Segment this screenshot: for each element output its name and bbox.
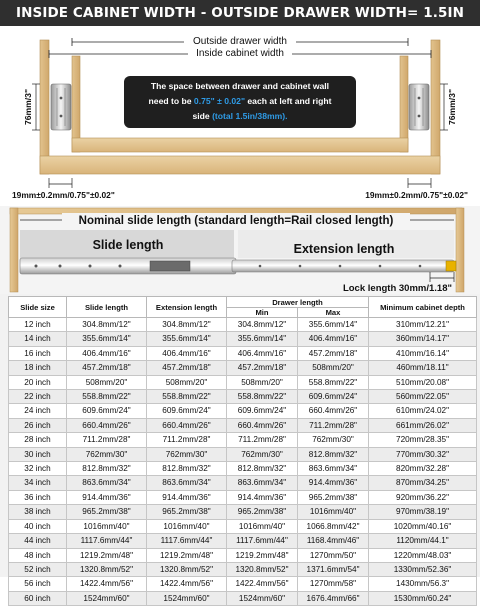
cell-extension-length: 660.4mm/26" (147, 418, 227, 432)
note-line-3: side (total 1.5in/38mm). (192, 111, 288, 121)
cell-drawer-length-min: 812.8mm/32" (227, 462, 298, 476)
slide-length-diagram (0, 206, 480, 294)
cell-slide-length: 863.6mm/34" (67, 476, 147, 490)
drawer-side-right (400, 56, 408, 152)
cell-slide-size: 14 inch (9, 332, 67, 346)
cabinet-panel-right (456, 208, 464, 292)
table-row (9, 462, 477, 476)
cell-slide-length: 762mm/30" (67, 447, 147, 461)
cell-extension-length: 1422.4mm/56" (147, 577, 227, 591)
cell-drawer-length-min: 406.4mm/16" (227, 346, 298, 360)
header-min: Min (227, 308, 298, 318)
cell-drawer-length-max: 965.2mm/38" (298, 490, 369, 504)
cell-drawer-length-min: 609.6mm/24" (227, 404, 298, 418)
cell-slide-length: 304.8mm/12" (67, 318, 147, 332)
cell-drawer-length-min: 355.6mm/14" (227, 332, 298, 346)
cell-drawer-length-min: 1524mm/60" (227, 591, 298, 605)
header-min-cabinet-depth: Minimum cabinet depth (369, 297, 477, 318)
cell-slide-size: 12 inch (9, 318, 67, 332)
table-row (9, 361, 477, 375)
cell-slide-size: 60 inch (9, 591, 67, 605)
table-row (9, 591, 477, 605)
note-line-2: need to be 0.75" ± 0.02" each at left and right (148, 96, 332, 106)
cell-drawer-length-min: 558.8mm/22" (227, 390, 298, 404)
gap-dimension-right (408, 178, 431, 188)
cell-drawer-length-min: 863.6mm/34" (227, 476, 298, 490)
slide-rail-closed (20, 258, 236, 274)
cabinet-diagram (0, 26, 480, 206)
cell-slide-size: 34 inch (9, 476, 67, 490)
cell-slide-length: 508mm/20" (67, 375, 147, 389)
inside-cabinet-width-label: Inside cabinet width (196, 48, 284, 59)
cell-min-cabinet-depth: 1430mm/56.3" (369, 577, 477, 591)
table-row (9, 519, 477, 533)
cell-slide-size: 26 inch (9, 418, 67, 432)
table-row (9, 476, 477, 490)
gap-dimension-left (49, 178, 72, 188)
cell-drawer-length-max: 1371.6mm/54" (298, 562, 369, 576)
cell-extension-length: 1320.8mm/52" (147, 562, 227, 576)
lock-length-label: Lock length 30mm/1.18" (342, 283, 452, 294)
table-row (9, 318, 477, 332)
header-max: Max (298, 308, 369, 318)
header-extension-length: Extension length (147, 297, 227, 318)
cell-drawer-length-min: 1320.8mm/52" (227, 562, 298, 576)
table-row (9, 490, 477, 504)
gap-label-right: 19mm±0.2mm/0.75"±0.02" (365, 190, 468, 200)
slide-length-label: Slide length (92, 238, 164, 252)
cell-slide-length: 558.8mm/22" (67, 390, 147, 404)
cell-drawer-length-max: 1270mm/50" (298, 548, 369, 562)
table-row (9, 548, 477, 562)
cell-drawer-length-max: 508mm/20" (298, 361, 369, 375)
header-slide-size: Slide size (9, 297, 67, 318)
cabinet-diagram-svg (0, 26, 480, 206)
nominal-length-label: Nominal slide length (standard length=Rail closed length) (78, 215, 394, 227)
height-label-left: 76mm/3" (23, 88, 33, 126)
cell-drawer-length-max: 1168.4mm/46" (298, 534, 369, 548)
cabinet-wall-left (40, 40, 49, 174)
cell-slide-length: 660.4mm/26" (67, 418, 147, 432)
cell-slide-size: 44 inch (9, 534, 67, 548)
table-row (9, 390, 477, 404)
cell-min-cabinet-depth: 1020mm/40.16" (369, 519, 477, 533)
cell-slide-length: 406.4mm/16" (67, 346, 147, 360)
cell-drawer-length-max: 1066.8mm/42" (298, 519, 369, 533)
cell-drawer-length-min: 508mm/20" (227, 375, 298, 389)
cell-drawer-length-min: 304.8mm/12" (227, 318, 298, 332)
spec-table-wrapper (0, 294, 480, 603)
cell-drawer-length-max: 812.8mm/32" (298, 447, 369, 461)
cell-min-cabinet-depth: 1120mm/44.1" (369, 534, 477, 548)
cell-slide-length: 1524mm/60" (67, 591, 147, 605)
extension-length-label: Extension length (293, 242, 395, 256)
cell-slide-size: 38 inch (9, 505, 67, 519)
cell-min-cabinet-depth: 360mm/14.17" (369, 332, 477, 346)
cell-slide-length: 914.4mm/36" (67, 490, 147, 504)
cell-extension-length: 762mm/30" (147, 447, 227, 461)
header-slide-length: Slide length (67, 297, 147, 318)
cell-min-cabinet-depth: 610mm/24.02" (369, 404, 477, 418)
table-row (9, 332, 477, 346)
cell-slide-size: 48 inch (9, 548, 67, 562)
cell-drawer-length-max: 914.4mm/36" (298, 476, 369, 490)
cell-slide-size: 40 inch (9, 519, 67, 533)
cell-min-cabinet-depth: 310mm/12.21" (369, 318, 477, 332)
cell-extension-length: 304.8mm/12" (147, 318, 227, 332)
gap-label-left: 19mm±0.2mm/0.75"±0.02" (12, 190, 115, 200)
cell-drawer-length-min: 660.4mm/26" (227, 418, 298, 432)
cell-slide-size: 22 inch (9, 390, 67, 404)
header-drawer-length: Drawer length (227, 297, 369, 308)
table-row (9, 577, 477, 591)
drawer-side-left (72, 56, 80, 152)
cell-drawer-length-max: 1016mm/40" (298, 505, 369, 519)
table-row (9, 505, 477, 519)
cell-min-cabinet-depth: 820mm/32.28" (369, 462, 477, 476)
cell-drawer-length-min: 1016mm/40" (227, 519, 298, 533)
cell-slide-size: 30 inch (9, 447, 67, 461)
cell-slide-length: 1320.8mm/52" (67, 562, 147, 576)
cabinet-wall-right (431, 40, 440, 174)
cell-drawer-length-max: 1270mm/58" (298, 577, 369, 591)
cell-drawer-length-min: 965.2mm/38" (227, 505, 298, 519)
cell-min-cabinet-depth: 770mm/30.32" (369, 447, 477, 461)
cell-extension-length: 609.6mm/24" (147, 404, 227, 418)
slide-length-svg (0, 206, 480, 294)
cell-drawer-length-max: 457.2mm/18" (298, 346, 369, 360)
cell-slide-length: 965.2mm/38" (67, 505, 147, 519)
cell-min-cabinet-depth: 1220mm/48.03" (369, 548, 477, 562)
cell-drawer-length-min: 711.2mm/28" (227, 433, 298, 447)
cell-slide-size: 52 inch (9, 562, 67, 576)
cell-slide-length: 609.6mm/24" (67, 404, 147, 418)
cell-min-cabinet-depth: 1330mm/52.36" (369, 562, 477, 576)
cabinet-bottom (40, 156, 440, 174)
cell-slide-size: 36 inch (9, 490, 67, 504)
slide-rail-right (409, 84, 429, 130)
cell-drawer-length-max: 406.4mm/16" (298, 332, 369, 346)
slide-rail-extended (232, 260, 456, 272)
cell-slide-size: 32 inch (9, 462, 67, 476)
cell-slide-length: 711.2mm/28" (67, 433, 147, 447)
cell-extension-length: 1524mm/60" (147, 591, 227, 605)
cell-drawer-length-min: 1117.6mm/44" (227, 534, 298, 548)
cell-extension-length: 558.8mm/22" (147, 390, 227, 404)
cell-drawer-length-max: 609.6mm/24" (298, 390, 369, 404)
cell-extension-length: 965.2mm/38" (147, 505, 227, 519)
cell-drawer-length-max: 558.8mm/22" (298, 375, 369, 389)
note-line-1: The space between drawer and cabinet wall (150, 81, 330, 91)
drawer-bottom (72, 138, 408, 152)
cell-slide-length: 457.2mm/18" (67, 361, 147, 375)
cell-slide-size: 16 inch (9, 346, 67, 360)
cell-extension-length: 914.4mm/36" (147, 490, 227, 504)
cabinet-panel-left (10, 208, 18, 292)
spec-table-body (9, 318, 477, 606)
cell-drawer-length-min: 457.2mm/18" (227, 361, 298, 375)
cell-drawer-length-max: 1676.4mm/66" (298, 591, 369, 605)
cell-min-cabinet-depth: 870mm/34.25" (369, 476, 477, 490)
cell-min-cabinet-depth: 920mm/36.22" (369, 490, 477, 504)
cell-min-cabinet-depth: 661mm/26.02" (369, 418, 477, 432)
cell-drawer-length-max: 355.6mm/14" (298, 318, 369, 332)
cell-slide-size: 56 inch (9, 577, 67, 591)
cell-drawer-length-max: 660.4mm/26" (298, 404, 369, 418)
cell-extension-length: 711.2mm/28" (147, 433, 227, 447)
cell-extension-length: 1016mm/40" (147, 519, 227, 533)
table-row (9, 433, 477, 447)
cell-slide-length: 1016mm/40" (67, 519, 147, 533)
cell-slide-length: 1117.6mm/44" (67, 534, 147, 548)
page-title: INSIDE CABINET WIDTH - OUTSIDE DRAWER WIDTH= 1.5IN (0, 0, 480, 26)
cell-slide-length: 1422.4mm/56" (67, 577, 147, 591)
cell-min-cabinet-depth: 460mm/18.11" (369, 361, 477, 375)
cell-slide-size: 20 inch (9, 375, 67, 389)
cell-min-cabinet-depth: 410mm/16.14" (369, 346, 477, 360)
lock-length-dimension (430, 272, 454, 282)
cell-extension-length: 457.2mm/18" (147, 361, 227, 375)
cell-min-cabinet-depth: 560mm/22.05" (369, 390, 477, 404)
table-row (9, 534, 477, 548)
cell-extension-length: 508mm/20" (147, 375, 227, 389)
table-row (9, 404, 477, 418)
cell-drawer-length-max: 762mm/30" (298, 433, 369, 447)
table-row (9, 375, 477, 389)
table-row (9, 346, 477, 360)
table-row (9, 562, 477, 576)
cell-slide-size: 18 inch (9, 361, 67, 375)
table-row (9, 447, 477, 461)
cell-min-cabinet-depth: 1530mm/60.24" (369, 591, 477, 605)
cell-slide-size: 24 inch (9, 404, 67, 418)
cell-drawer-length-min: 914.4mm/36" (227, 490, 298, 504)
cell-extension-length: 1117.6mm/44" (147, 534, 227, 548)
cell-slide-length: 1219.2mm/48" (67, 548, 147, 562)
cell-min-cabinet-depth: 970mm/38.19" (369, 505, 477, 519)
cell-min-cabinet-depth: 720mm/28.35" (369, 433, 477, 447)
cell-extension-length: 406.4mm/16" (147, 346, 227, 360)
cell-slide-size: 28 inch (9, 433, 67, 447)
cell-extension-length: 1219.2mm/48" (147, 548, 227, 562)
cell-drawer-length-min: 1219.2mm/48" (227, 548, 298, 562)
cell-slide-length: 812.8mm/32" (67, 462, 147, 476)
cell-extension-length: 355.6mm/14" (147, 332, 227, 346)
cell-drawer-length-min: 762mm/30" (227, 447, 298, 461)
cell-drawer-length-max: 863.6mm/34" (298, 462, 369, 476)
cell-extension-length: 812.8mm/32" (147, 462, 227, 476)
cell-slide-length: 355.6mm/14" (67, 332, 147, 346)
cell-extension-length: 863.6mm/34" (147, 476, 227, 490)
outside-drawer-width-label: Outside drawer width (193, 36, 287, 47)
cell-drawer-length-max: 711.2mm/28" (298, 418, 369, 432)
cell-drawer-length-min: 1422.4mm/56" (227, 577, 298, 591)
height-dimension-left (32, 84, 40, 130)
slide-rail-left (51, 84, 71, 130)
height-label-right: 76mm/3" (447, 88, 457, 126)
spec-table (8, 296, 477, 606)
cell-min-cabinet-depth: 510mm/20.08" (369, 375, 477, 389)
table-row (9, 418, 477, 432)
